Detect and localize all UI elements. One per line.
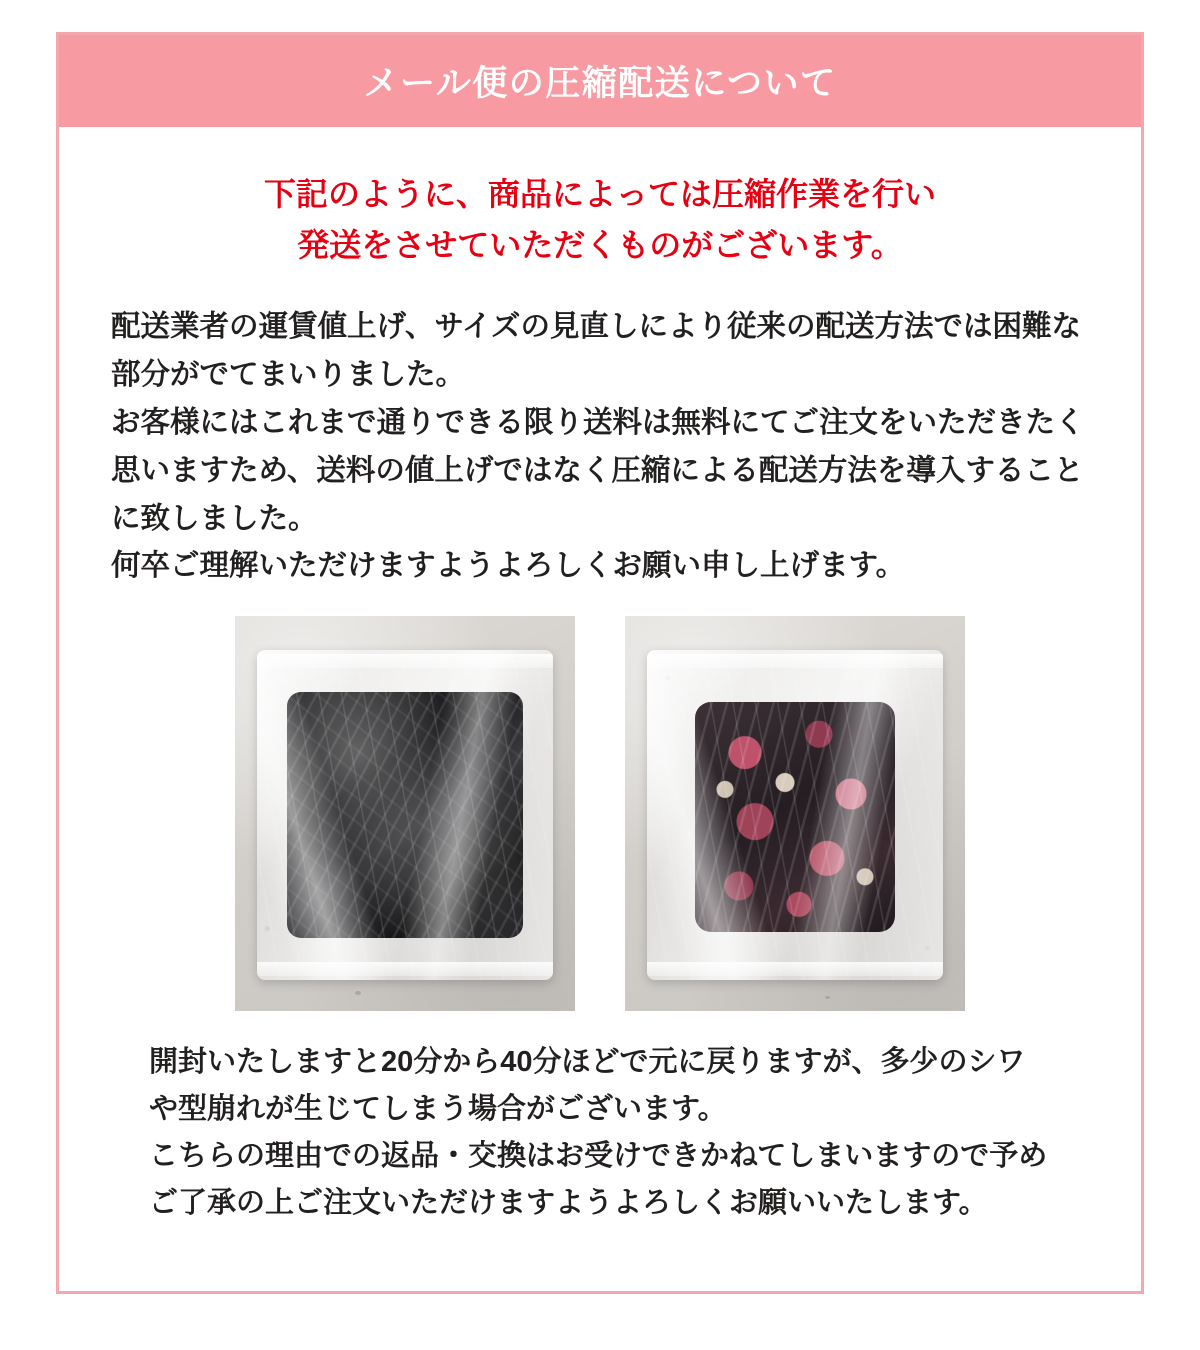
lead-line-2: 発送をさせていただくものがございます。 <box>297 227 903 264</box>
lead-line-1: 下記のように、商品によっては圧縮作業を行い <box>263 176 936 212</box>
photo-compressed-floral-garment <box>625 616 965 1011</box>
photo-gallery <box>89 616 1111 1011</box>
lead-message <box>89 169 1111 271</box>
body-text <box>89 303 1111 590</box>
vacuum-bag <box>257 650 553 980</box>
body-paragraph-3: 何卒ご理解いただけますようよろしくお願い申し上げます。 <box>111 549 906 583</box>
bag-contents-dark <box>287 692 523 938</box>
body-paragraph-2: お客様にはこれまで通りできる限り送料は無料にてご注文をいただきたく思いますため、送料の値上げではなく圧縮による配送方法を導入することに致しました。 <box>111 405 1085 535</box>
note-text <box>89 1039 1111 1227</box>
bag-seam-bottom <box>647 962 943 976</box>
bag-seam-top <box>257 654 553 668</box>
card-body <box>59 169 1141 1227</box>
bag-seam-top <box>647 654 943 668</box>
note-paragraph-1: 開封いたしますと20分から40分ほどで元に戻りますが、多少のシワや型崩れが生じてしまう場合がございます。 <box>149 1046 1026 1126</box>
notice-card <box>56 32 1144 1294</box>
bag-seam-bottom <box>257 962 553 976</box>
bag-contents-floral <box>695 702 895 932</box>
body-paragraph-1: 配送業者の運賃値上げ、サイズの見直しにより従来の配送方法では困難な部分がでてまいりました。 <box>111 310 1081 392</box>
photo-compressed-dark-garment <box>235 616 575 1011</box>
page-title: メール便の圧縮配送について <box>363 64 837 103</box>
vacuum-bag <box>647 650 943 980</box>
note-paragraph-2: こちらの理由での返品・交換はお受けできかねてしまいますので予めご了承の上ご注文いただけますようよろしくお願いいたします。 <box>149 1140 1048 1219</box>
card-header <box>59 35 1141 127</box>
